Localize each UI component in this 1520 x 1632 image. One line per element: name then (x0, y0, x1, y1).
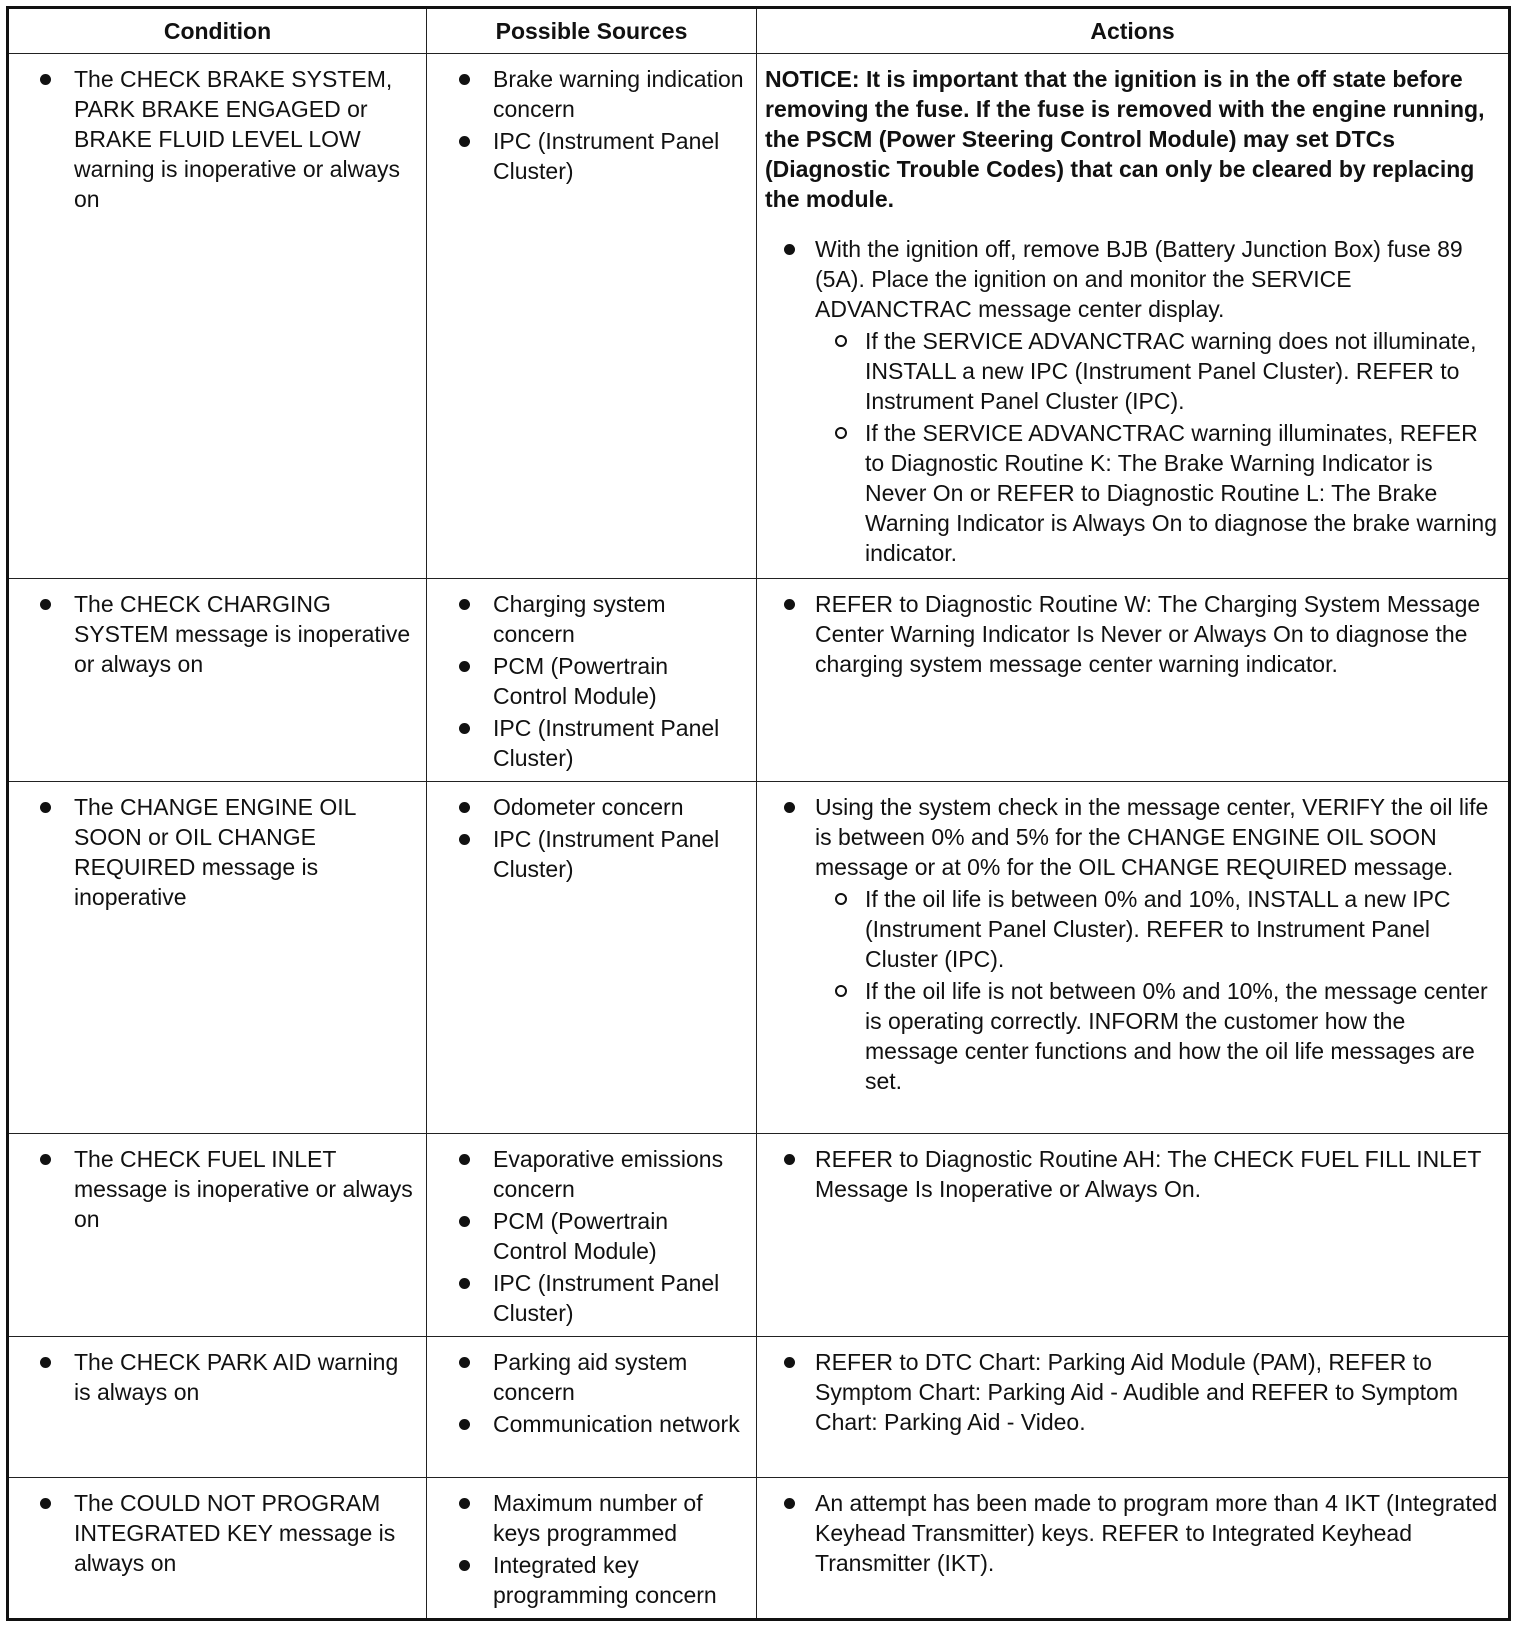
actions-cell (757, 782, 1510, 1134)
actions-cell (757, 579, 1510, 782)
actions-cell (757, 54, 1510, 579)
action-item: REFER to Diagnostic Routine AH: The CHECK FUEL FILL INLET Message Is Inoperative or Always On. (765, 1144, 1500, 1204)
table-row (8, 1337, 1510, 1478)
condition-text: The CHECK BRAKE SYSTEM, PARK BRAKE ENGAGED or BRAKE FLUID LEVEL LOW warning is inoperative or always on (17, 64, 418, 214)
header-possible-sources: Possible Sources (427, 8, 757, 54)
condition-cell (8, 579, 427, 782)
sources-cell (427, 1478, 757, 1620)
source-item: PCM (Powertrain Control Module) (435, 1206, 748, 1266)
condition-text: The CHECK CHARGING SYSTEM message is inoperative or always on (17, 589, 418, 679)
condition-text: The CHANGE ENGINE OIL SOON or OIL CHANGE REQUIRED message is inoperative (17, 792, 418, 912)
source-item: Maximum number of keys programmed (435, 1488, 748, 1548)
action-item: REFER to Diagnostic Routine W: The Charging System Message Center Warning Indicator Is Never or Always On to diagnose the charging system message center warning indicator. (765, 589, 1500, 679)
condition-text: The CHECK FUEL INLET message is inoperative or always on (17, 1144, 418, 1234)
sources-cell (427, 1337, 757, 1478)
sources-cell (427, 1134, 757, 1337)
source-item: Evaporative emissions concern (435, 1144, 748, 1204)
action-item (765, 792, 1500, 1096)
condition-cell (8, 1134, 427, 1337)
sources-cell (427, 54, 757, 579)
notice-text: NOTICE: It is important that the ignition is in the off state before removing the fuse. If the fuse is removed with the engine running, the PSCM (Power Steering Control Module) may set DTCs (Diagnostic Trouble Codes) that can only be cleared by replacing the module. (765, 66, 1485, 212)
sub-action-item: If the oil life is between 0% and 10%, INSTALL a new IPC (Instrument Panel Cluster). REFER to Instrument Panel Cluster (IPC). (815, 884, 1500, 974)
header-row (8, 8, 1510, 54)
sub-action-item: If the SERVICE ADVANCTRAC warning illuminates, REFER to Diagnostic Routine K: The Brake Warning Indicator is Never On or REFER to Diagnostic Routine L: The Brake Warning Indicator is Always On to diagnose the brake warning indicator. (815, 418, 1500, 568)
sub-action-item: If the oil life is not between 0% and 10%, the message center is operating correctly. INFORM the customer how the message center functions and how the oil life messages are set. (815, 976, 1500, 1096)
source-item: IPC (Instrument Panel Cluster) (435, 824, 748, 884)
source-item: IPC (Instrument Panel Cluster) (435, 713, 748, 773)
action-item: REFER to DTC Chart: Parking Aid Module (PAM), REFER to Symptom Chart: Parking Aid - Audible and REFER to Symptom Chart: Parking Aid - Video. (765, 1347, 1500, 1437)
action-text: Using the system check in the message center, VERIFY the oil life is between 0% and 5% for the CHANGE ENGINE OIL SOON message or at 0% for the OIL CHANGE REQUIRED message. (815, 794, 1489, 880)
header-condition: Condition (8, 8, 427, 54)
condition-cell (8, 54, 427, 579)
table-row (8, 579, 1510, 782)
sources-cell (427, 782, 757, 1134)
actions-cell (757, 1337, 1510, 1478)
table-row (8, 782, 1510, 1134)
source-item: Odometer concern (435, 792, 748, 822)
symptom-chart-table (6, 6, 1511, 1621)
sources-cell (427, 579, 757, 782)
table-row (8, 1478, 1510, 1620)
source-item: PCM (Powertrain Control Module) (435, 651, 748, 711)
source-item: Parking aid system concern (435, 1347, 748, 1407)
sub-action-item: If the SERVICE ADVANCTRAC warning does not illuminate, INSTALL a new IPC (Instrument Panel Cluster). REFER to Instrument Panel Cluster (IPC). (815, 326, 1500, 416)
table-row (8, 1134, 1510, 1337)
header-actions: Actions (757, 8, 1510, 54)
source-item: IPC (Instrument Panel Cluster) (435, 1268, 748, 1328)
source-item: Brake warning indication concern (435, 64, 748, 124)
source-item: Charging system concern (435, 589, 748, 649)
actions-cell (757, 1478, 1510, 1620)
action-item (765, 234, 1500, 568)
source-item: IPC (Instrument Panel Cluster) (435, 126, 748, 186)
condition-text: The CHECK PARK AID warning is always on (17, 1347, 418, 1407)
source-item: Integrated key programming concern (435, 1550, 748, 1610)
actions-cell (757, 1134, 1510, 1337)
condition-cell (8, 1478, 427, 1620)
table-row (8, 54, 1510, 579)
action-item: An attempt has been made to program more than 4 IKT (Integrated Keyhead Transmitter) keys. REFER to Integrated Keyhead Transmitter (IKT). (765, 1488, 1500, 1578)
source-item: Communication network (435, 1409, 748, 1439)
action-text: With the ignition off, remove BJB (Battery Junction Box) fuse 89 (5A). Place the ignition on and monitor the SERVICE ADVANCTRAC message center display. (815, 236, 1463, 322)
condition-cell (8, 782, 427, 1134)
condition-cell (8, 1337, 427, 1478)
condition-text: The COULD NOT PROGRAM INTEGRATED KEY message is always on (17, 1488, 418, 1578)
